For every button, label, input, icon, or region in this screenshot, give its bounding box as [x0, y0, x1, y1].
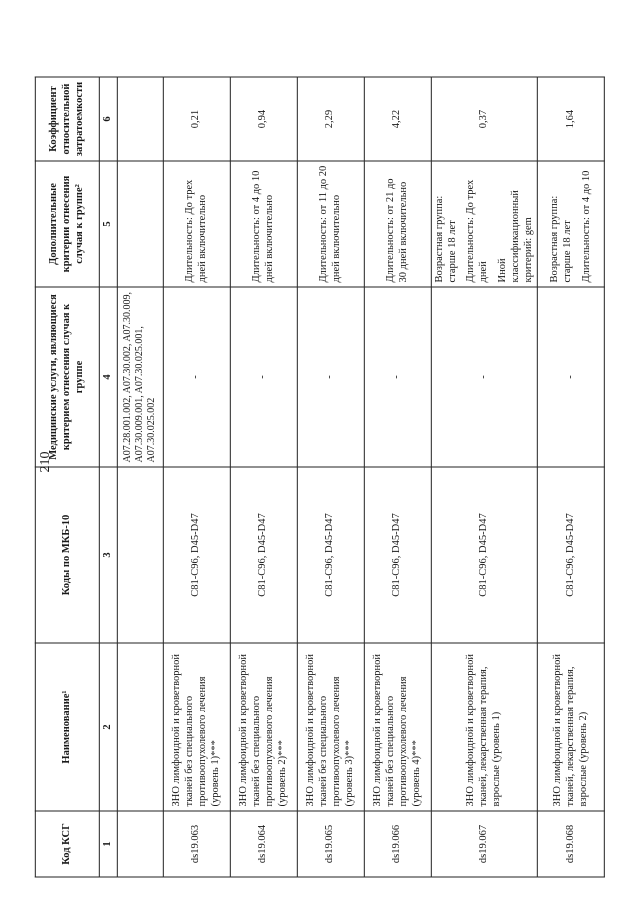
- header-criteria: Дополнительные критерии отнесения случая к группе²: [35, 161, 99, 287]
- criteria-item: Длительность: от 4 до 10: [580, 170, 592, 283]
- column-index: 5: [99, 161, 117, 287]
- column-index: 4: [99, 287, 117, 467]
- mkb-codes: C81-C96, D45-D47: [297, 467, 364, 643]
- criteria-item: Возрастная группа: старше 18 лет: [433, 195, 458, 283]
- coefficient: 0,37: [431, 77, 538, 161]
- coefficient: 4,22: [364, 77, 431, 161]
- criteria-item: Длительность: от 11 до 20 дней включительно: [317, 165, 342, 283]
- mkb-codes: C81-C96, D45-D47: [163, 467, 230, 643]
- criteria-item: Возрастная группа: старше 18 лет: [548, 195, 573, 283]
- ksg-name: ЗНО лимфоидной и кроветворной тканей без специального противоопухолевого лечения (уровень 2)***: [230, 643, 297, 811]
- services-row: [117, 77, 163, 877]
- services-cell: -: [538, 287, 605, 467]
- table-row: [230, 77, 297, 877]
- coefficient: 2,29: [297, 77, 364, 161]
- services-cell: -: [163, 287, 230, 467]
- ksg-code: ds19.068: [538, 811, 605, 877]
- services-list: A07.28.001.002, A07.30.002, A07.30.009, A07.30.009.001, A07.30.025.001, A07.30.025.002: [117, 287, 163, 467]
- services-cell: -: [431, 287, 538, 467]
- header-services: Медицинские услуги, являющиеся критерием отнесения случая к группе: [35, 287, 99, 467]
- header-coef: Коэффициент относительной затратоемкости: [35, 77, 99, 161]
- ksg-code: ds19.067: [431, 811, 538, 877]
- table-row: [364, 77, 431, 877]
- table-header-row: [35, 77, 99, 877]
- ksg-code: ds19.066: [364, 811, 431, 877]
- criteria-cell: [297, 161, 364, 287]
- table-row: [431, 77, 538, 877]
- ksg-name: ЗНО лимфоидной и кроветворной тканей без специального противоопухолевого лечения (уровень 4)***: [364, 643, 431, 811]
- ksg-table: [35, 77, 605, 878]
- empty-cell: [117, 643, 163, 811]
- criteria-cell: [538, 161, 605, 287]
- column-index: 2: [99, 643, 117, 811]
- column-index: 1: [99, 811, 117, 877]
- header-code: Код КСГ: [35, 811, 99, 877]
- mkb-codes: C81-C96, D45-D47: [364, 467, 431, 643]
- empty-cell: [117, 467, 163, 643]
- criteria-cell: [163, 161, 230, 287]
- ksg-name: ЗНО лимфоидной и кроветворной тканей, лекарственная терапия, взрослые (уровень 1): [431, 643, 538, 811]
- ksg-code: ds19.063: [163, 811, 230, 877]
- criteria-item: Иной классификационный критерий: gem: [496, 190, 534, 283]
- table-row: [163, 77, 230, 877]
- services-cell: -: [297, 287, 364, 467]
- ksg-name: ЗНО лимфоидной и кроветворной тканей без специального противоопухолевого лечения (уровень 1)***: [163, 643, 230, 811]
- ksg-code: ds19.064: [230, 811, 297, 877]
- services-cell: -: [230, 287, 297, 467]
- column-index-row: [99, 77, 117, 877]
- header-name: Наименование¹: [35, 643, 99, 811]
- criteria-item: Длительность: До трех дней включительно: [183, 179, 208, 283]
- criteria-cell: [431, 161, 538, 287]
- criteria-cell: [364, 161, 431, 287]
- column-index: 6: [99, 77, 117, 161]
- table-row: [297, 77, 364, 877]
- empty-cell: [117, 77, 163, 161]
- coefficient: 0,94: [230, 77, 297, 161]
- ksg-name: ЗНО лимфоидной и кроветворной тканей без специального противоопухолевого лечения (уровень 3)***: [297, 643, 364, 811]
- mkb-codes: C81-C96, D45-D47: [230, 467, 297, 643]
- criteria-item: Длительность: от 4 до 10 дней включительно: [250, 170, 275, 283]
- table-row: [538, 77, 605, 877]
- criteria-item: Длительность: До трех дней: [465, 179, 489, 283]
- ksg-code: ds19.065: [297, 811, 364, 877]
- column-index: 3: [99, 467, 117, 643]
- page-number: 210: [38, 451, 53, 473]
- mkb-codes: C81-C96, D45-D47: [538, 467, 605, 643]
- header-mkb: Коды по МКБ-10: [35, 467, 99, 643]
- coefficient: 1,64: [538, 77, 605, 161]
- ksg-name: ЗНО лимфоидной и кроветворной тканей, лекарственная терапия, взрослые (уровень 2): [538, 643, 605, 811]
- criteria-item: Длительность: от 21 до 30 дней включительно: [384, 178, 409, 283]
- criteria-cell: [230, 161, 297, 287]
- mkb-codes: C81-C96, D45-D47: [431, 467, 538, 643]
- empty-cell: [117, 161, 163, 287]
- empty-cell: [117, 811, 163, 877]
- services-cell: -: [364, 287, 431, 467]
- coefficient: 0,21: [163, 77, 230, 161]
